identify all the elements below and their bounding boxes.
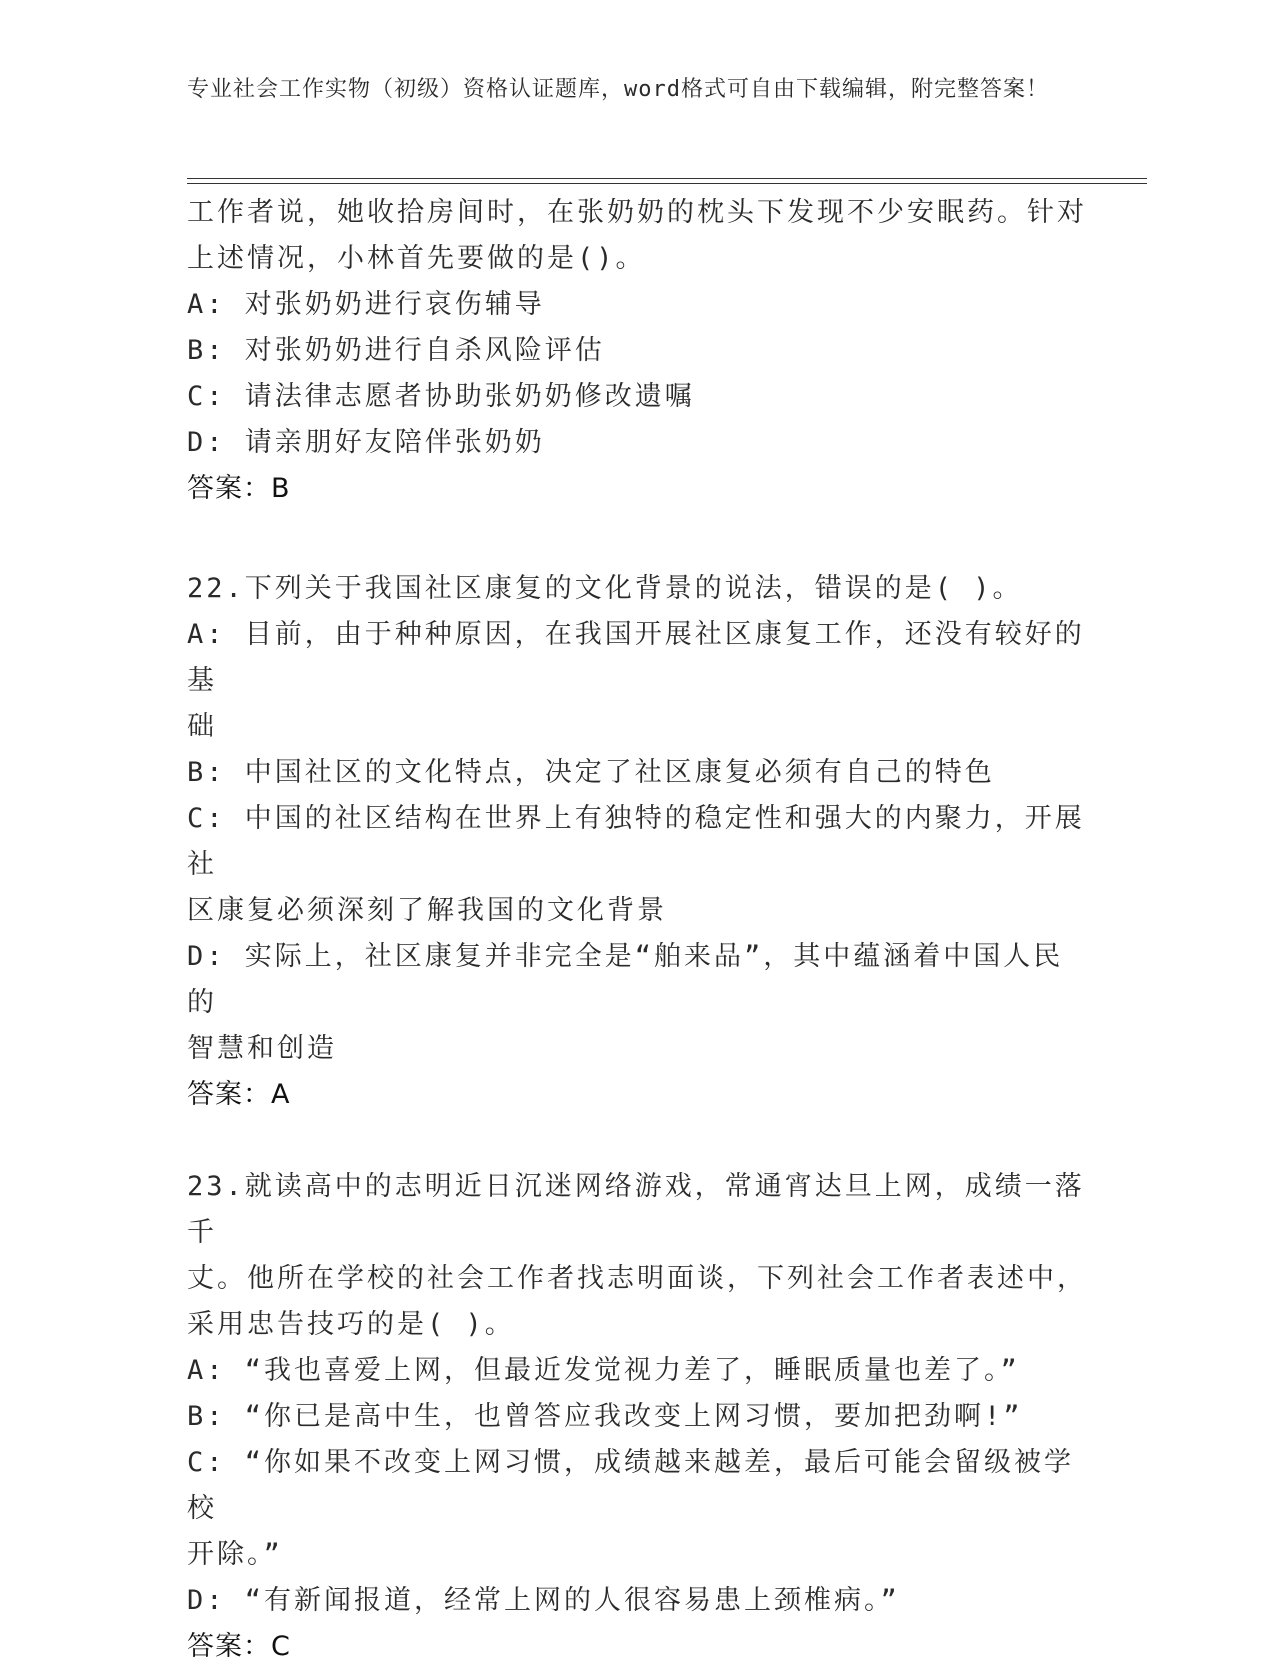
option-c: C: “你如果不改变上网习惯，成绩越来越差，最后可能会留级被学校	[187, 1447, 1075, 1524]
header-divider-top	[187, 178, 1147, 179]
option-a: A: 目前，由于种种原因，在我国开展社区康复工作，还没有较好的基	[187, 619, 1085, 696]
option-c-continued: 区康复必须深刻了解我国的文化背景	[187, 895, 667, 926]
option-d: D: 请亲朋好友陪伴张奶奶	[187, 427, 545, 458]
page-header: 专业社会工作实物（初级）资格认证题库，word格式可自由下载编辑，附完整答案！	[187, 77, 1049, 102]
question-21	[187, 190, 1087, 512]
option-c: C: 请法律志愿者协助张奶奶修改遗嘱	[187, 381, 695, 412]
option-a-continued: 础	[187, 711, 217, 742]
answer-label: 答案：A	[187, 1079, 291, 1110]
option-d: D: “有新闻报道，经常上网的人很容易患上颈椎病。”	[187, 1585, 900, 1616]
question-stem-line: 丈。他所在学校的社会工作者找志明面谈，下列社会工作者表述中，	[187, 1263, 1087, 1294]
option-b: B: “你已是高中生，也曾答应我改变上网习惯，要加把劲啊!”	[187, 1401, 1023, 1432]
option-c-continued: 开除。”	[187, 1539, 283, 1570]
option-d: D: 实际上，社区康复并非完全是“舶来品”，其中蕴涵着中国人民的	[187, 941, 1064, 1018]
option-b: B: 对张奶奶进行自杀风险评估	[187, 335, 605, 366]
header-divider-bottom	[187, 183, 1147, 184]
answer-label: 答案：B	[187, 473, 291, 504]
question-stem-line: 23.就读高中的志明近日沉迷网络游戏，常通宵达旦上网，成绩一落千	[187, 1171, 1085, 1248]
question-list	[187, 190, 1087, 1670]
option-c: C: 中国的社区结构在世界上有独特的稳定性和强大的内聚力，开展社	[187, 803, 1085, 880]
answer-label: 答案：C	[187, 1631, 291, 1662]
question-23	[187, 1164, 1087, 1670]
question-spacer	[187, 512, 1087, 558]
question-spacer	[187, 1118, 1087, 1164]
question-stem: 22.下列关于我国社区康复的文化背景的说法，错误的是( )。	[187, 573, 1023, 604]
option-a: A: “我也喜爱上网，但最近发觉视力差了，睡眠质量也差了。”	[187, 1355, 1020, 1386]
question-stem-line: 上述情况，小林首先要做的是()。	[187, 243, 646, 274]
option-b: B: 中国社区的文化特点，决定了社区康复必须有自己的特色	[187, 757, 995, 788]
question-22	[187, 566, 1087, 1118]
question-stem-line: 采用忠告技巧的是( )。	[187, 1309, 515, 1340]
option-d-continued: 智慧和创造	[187, 1033, 337, 1064]
option-a: A: 对张奶奶进行哀伤辅导	[187, 289, 545, 320]
question-stem-line: 工作者说，她收拾房间时，在张奶奶的枕头下发现不少安眠药。针对	[187, 197, 1087, 228]
